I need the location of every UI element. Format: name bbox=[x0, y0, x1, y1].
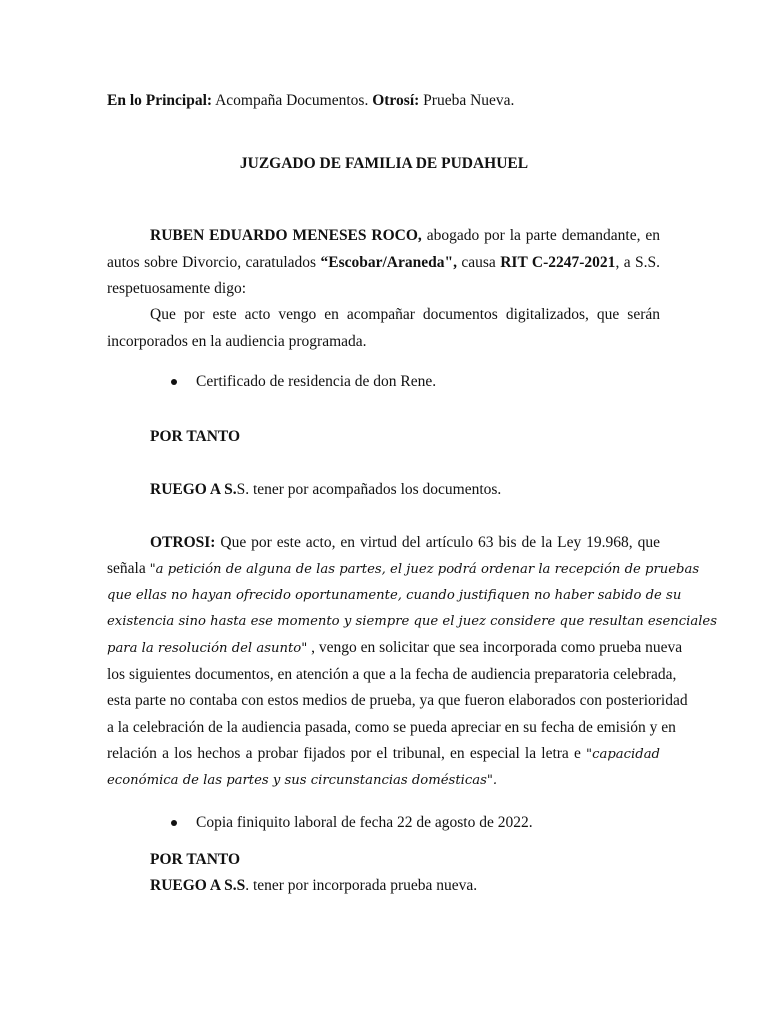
otrosi-line-9: relación a los hechos a probar fijados por el tribunal, en especial la letra e "capacidad bbox=[107, 745, 660, 762]
list-item: Certificado de residencia de don Rene. bbox=[196, 373, 437, 390]
otrosi-line-5: para la resolución del asunto" , vengo en solicitar que sea incorporada como prueba nueva bbox=[107, 639, 683, 656]
otrosi-label: Otrosí: bbox=[372, 92, 420, 109]
list-item: Copia finiquito laboral de fecha 22 de agosto de 2022. bbox=[196, 814, 533, 831]
intro-line-5: incorporados en la audiencia programada. bbox=[107, 333, 367, 350]
rit-number: RIT C-2247-2021 bbox=[500, 254, 616, 271]
ruego-line-2: RUEGO A S.S. tener por incorporada prueba nueva. bbox=[150, 877, 478, 894]
otrosi-line-2: señala "a petición de alguna de las partes, el juez podrá ordenar la recepción de pruebas bbox=[107, 560, 700, 577]
bullet-icon bbox=[171, 379, 177, 385]
intro-line-4: Que por este acto vengo en acompañar documentos digitalizados, que serán bbox=[150, 306, 660, 323]
court-title: JUZGADO DE FAMILIA DE PUDAHUEL bbox=[239, 155, 529, 172]
otrosi-line-7: esta parte no contaba con estos medios de prueba, ya que fueron elaborados con posterioridad bbox=[107, 692, 688, 709]
ruego-line-1: RUEGO A S.S. tener por acompañados los documentos. bbox=[150, 481, 502, 498]
lawyer-name: RUBEN EDUARDO MENESES ROCO, bbox=[150, 227, 422, 244]
principal-label: En lo Principal: bbox=[107, 92, 213, 109]
por-tanto-heading: POR TANTO bbox=[150, 428, 241, 445]
bullet-icon bbox=[171, 820, 177, 826]
otrosi-line-6: los siguientes documentos, en atención a que a la fecha de audiencia preparatoria celebrada, bbox=[107, 666, 677, 683]
intro-line-2: autos sobre Divorcio, caratulados “Escobar/Araneda", causa RIT C-2247-2021, a S.S. bbox=[107, 254, 661, 271]
otrosi-body-label: OTROSI: bbox=[150, 534, 216, 551]
case-name: “Escobar/Araneda", bbox=[320, 254, 457, 271]
por-tanto-heading: POR TANTO bbox=[150, 851, 241, 868]
otrosi-line-4: existencia sino hasta ese momento y siempre que el juez considere que resultan esenciales bbox=[107, 614, 718, 629]
otrosi-line-3: que ellas no hayan ofrecido oportunamente, cuando justifiquen no haber sabido de su bbox=[107, 588, 682, 603]
otrosi-line-1: OTROSI: Que por este acto, en virtud del artículo 63 bis de la Ley 19.968, que bbox=[150, 534, 660, 551]
principal-text: Acompaña Documentos. bbox=[212, 92, 373, 109]
otrosi-line-8: a la celebración de la audiencia pasada, como se pueda apreciar en su fecha de emisión y en bbox=[107, 719, 676, 736]
intro-line-3: respetuosamente digo: bbox=[107, 280, 247, 297]
otrosi-line-10: económica de las partes y sus circunstancias domésticas". bbox=[107, 773, 498, 788]
intro-line-1: RUBEN EDUARDO MENESES ROCO, abogado por la parte demandante, en bbox=[150, 227, 660, 244]
header-summary bbox=[107, 91, 514, 111]
otrosi-text: Prueba Nueva. bbox=[419, 92, 515, 109]
